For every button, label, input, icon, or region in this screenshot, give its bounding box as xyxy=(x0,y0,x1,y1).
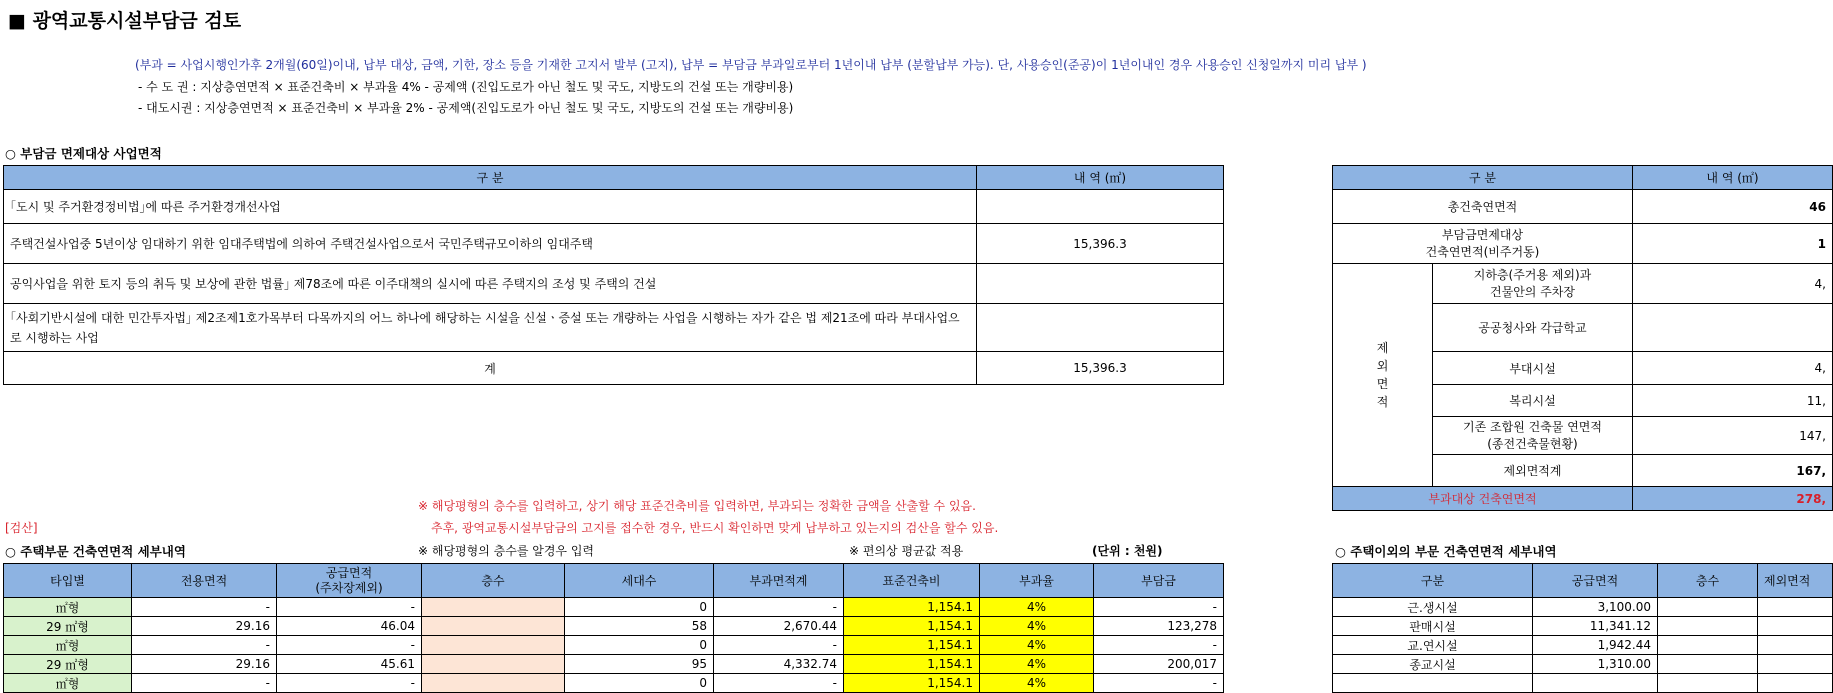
total-floor-area-label: 총건축연면적 xyxy=(1333,190,1633,224)
nh-header-gubun: 구분 xyxy=(1333,564,1533,598)
levy-area-cell: 4,332.74 xyxy=(714,655,844,674)
supply-area-cell: - xyxy=(277,598,422,617)
households-cell: 0 xyxy=(565,598,714,617)
exempt-header-amount: 내 역 (㎡) xyxy=(977,166,1224,190)
supply-area-cell: 45.61 xyxy=(277,655,422,674)
nh-header-floors: 층수 xyxy=(1658,564,1758,598)
type-cell: ㎡형 xyxy=(4,636,132,655)
exclusive-area-cell: - xyxy=(132,674,277,693)
table-row xyxy=(4,598,1224,617)
supply-area-cell: 46.04 xyxy=(277,617,422,636)
note-capital-area: - 수 도 권 : 지상층연면적 × 표준건축비 × 부과율 4% - 공제액 (진입도로가 아닌 철도 및 국도, 지방도의 건설 또는 개량비용) xyxy=(138,80,794,94)
excluded-item-label-line2: (종전건축물현황) xyxy=(1487,436,1578,451)
nh-gubun-cell: 종교시설 xyxy=(1333,655,1533,674)
non-housing-area-table xyxy=(1332,563,1833,693)
remark-review: 추후, 광역교통시설부담금의 고지를 접수한 경우, 반드시 확인하면 맞게 납부하고 있는지의 검산을 할수 있음. xyxy=(431,521,999,535)
nh-gubun-cell: 판매시설 xyxy=(1333,617,1533,636)
table-row xyxy=(1333,598,1833,617)
housing-area-table xyxy=(3,563,1224,693)
charge-cell: - xyxy=(1094,636,1224,655)
exempt-row-value xyxy=(977,304,1224,352)
remark-input-floors: ※ 해당평형의 층수를 입력하고, 상기 해당 표준건축비를 입력하면, 부과되는 정확한 금액을 산출할 수 있음. xyxy=(418,499,976,513)
exempt-total-value: 15,396.3 xyxy=(977,352,1224,385)
levy-target-area-value: 278, xyxy=(1633,487,1833,511)
header-standard-cost: 표준건축비 xyxy=(844,564,980,598)
excluded-item-value: 4, xyxy=(1633,352,1833,385)
excluded-item-label-line1: 기존 조합원 건축물 연면적 xyxy=(1463,419,1602,434)
excluded-total-value: 167, xyxy=(1633,455,1833,487)
nh-gubun-cell xyxy=(1333,674,1533,693)
standard-cost-cell[interactable]: 1,154.1 xyxy=(844,636,980,655)
excluded-area-vertical-text: 제 외 면 적 xyxy=(1376,341,1389,409)
header-type: 타입별 xyxy=(4,564,132,598)
table-row xyxy=(4,674,1224,693)
excluded-item-label: 복리시설 xyxy=(1433,385,1633,417)
rate-cell[interactable]: 4% xyxy=(980,655,1094,674)
rate-cell[interactable]: 4% xyxy=(980,617,1094,636)
rate-cell[interactable]: 4% xyxy=(980,598,1094,617)
type-cell: ㎡형 xyxy=(4,598,132,617)
floors-input-cell[interactable] xyxy=(422,617,565,636)
exempt-row-value xyxy=(977,190,1224,224)
nh-supply-cell: 1,310.00 xyxy=(1533,655,1658,674)
type-cell: 29 ㎡형 xyxy=(4,655,132,674)
levy-area-cell: - xyxy=(714,674,844,693)
supply-area-cell: - xyxy=(277,636,422,655)
nh-supply-cell: 1,942.44 xyxy=(1533,636,1658,655)
levy-area-cell: - xyxy=(714,636,844,655)
header-levy-area: 부과면적계 xyxy=(714,564,844,598)
excluded-item-value xyxy=(1633,304,1833,352)
nh-supply-cell: 3,100.00 xyxy=(1533,598,1658,617)
nh-excluded-cell xyxy=(1758,617,1833,636)
standard-cost-cell[interactable]: 1,154.1 xyxy=(844,598,980,617)
charge-cell: 123,278 xyxy=(1094,617,1224,636)
review-label: [검산] xyxy=(5,521,38,535)
nh-floors-cell[interactable] xyxy=(1658,636,1758,655)
table-row xyxy=(1333,617,1833,636)
table-row xyxy=(4,636,1224,655)
table-row xyxy=(4,617,1224,636)
exclusive-area-cell: 29.16 xyxy=(132,617,277,636)
excluded-item-value: 11, xyxy=(1633,385,1833,417)
nh-gubun-cell: 교.연시설 xyxy=(1333,636,1533,655)
header-exclusive-area: 전용면적 xyxy=(132,564,277,598)
exempt-table xyxy=(3,165,1224,385)
exempt-total-label: 계 xyxy=(4,352,977,385)
excluded-area-group-label xyxy=(1333,264,1433,487)
floors-input-cell[interactable] xyxy=(422,674,565,693)
header-households: 세대수 xyxy=(565,564,714,598)
nh-supply-cell xyxy=(1533,674,1658,693)
levy-area-cell: 2,670.44 xyxy=(714,617,844,636)
header-charge: 부담금 xyxy=(1094,564,1224,598)
charge-cell: - xyxy=(1094,674,1224,693)
rate-cell[interactable]: 4% xyxy=(980,636,1094,655)
exempt-target-area-value: 1 xyxy=(1633,224,1833,264)
excluded-item-label: 부대시설 xyxy=(1433,352,1633,385)
households-cell: 0 xyxy=(565,674,714,693)
nh-excluded-cell xyxy=(1758,598,1833,617)
exempt-row-label: 주택건설사업중 5년이상 임대하기 위한 임대주택법에 의하여 주택건설사업으로서 국민주택규모이하의 임대주택 xyxy=(4,224,977,264)
header-supply-area xyxy=(277,564,422,598)
note-average-value: ※ 편의상 평균값 적용 xyxy=(849,544,964,558)
nh-floors-cell[interactable] xyxy=(1658,655,1758,674)
nh-gubun-cell: 근.생시설 xyxy=(1333,598,1533,617)
nh-supply-cell: 11,341.12 xyxy=(1533,617,1658,636)
header-rate: 부과율 xyxy=(980,564,1094,598)
section-housing-title: ○ 주택부문 건축연면적 세부내역 xyxy=(5,544,186,559)
exempt-header-gubun: 구 분 xyxy=(4,166,977,190)
exempt-target-area-label xyxy=(1333,224,1633,264)
section-exempt-title: ○ 부담금 면제대상 사업면적 xyxy=(5,146,162,161)
exempt-row-label: 공익사업을 위한 토지 등의 취득 및 보상에 관한 법률｣ 제78조에 따른 이주대책의 실시에 따른 주택지의 조성 및 주택의 건설 xyxy=(4,264,977,304)
exempt-row-value: 15,396.3 xyxy=(977,224,1224,264)
page-title: ■ 광역교통시설부담금 검토 xyxy=(8,10,242,32)
summary-header-gubun: 구 분 xyxy=(1333,166,1633,190)
section-non-housing-title: ○ 주택이외의 부문 건축연면적 세부내역 xyxy=(1335,544,1557,559)
table-row xyxy=(1333,655,1833,674)
table-row xyxy=(4,655,1224,674)
nh-floors-cell[interactable] xyxy=(1658,617,1758,636)
supply-area-cell: - xyxy=(277,674,422,693)
header-floors: 층수 xyxy=(422,564,565,598)
excluded-item-value: 4, xyxy=(1633,264,1833,304)
type-cell: ㎡형 xyxy=(4,674,132,693)
excluded-total-label: 제외면적계 xyxy=(1433,455,1633,487)
exempt-row-label: ｢도시 및 주거환경정비법｣에 따른 주거환경개선사업 xyxy=(4,190,977,224)
nh-header-excluded: 제외면적 xyxy=(1758,564,1833,598)
exclusive-area-cell: - xyxy=(132,636,277,655)
exempt-row-label: ｢사회기반시설에 대한 민간투자법｣ 제2조제1호가목부터 다목까지의 어느 하나에 해당하는 시설을 신설ㆍ증설 또는 개량하는 사업을 시행하는 자가 같은 법 제21조에 따라 부대사업으로 시행하는 사업 xyxy=(4,304,977,352)
exempt-target-label-line1: 부담금면제대상 xyxy=(1441,227,1524,242)
table-row xyxy=(1333,636,1833,655)
standard-cost-cell[interactable]: 1,154.1 xyxy=(844,617,980,636)
floors-input-cell[interactable] xyxy=(422,636,565,655)
charge-cell: - xyxy=(1094,598,1224,617)
levy-area-cell: - xyxy=(714,598,844,617)
type-cell: 29 ㎡형 xyxy=(4,617,132,636)
excluded-item-label-line2: 건물안의 주차장 xyxy=(1490,284,1575,299)
nh-floors-cell[interactable] xyxy=(1658,674,1758,693)
standard-cost-cell[interactable]: 1,154.1 xyxy=(844,655,980,674)
nh-excluded-cell xyxy=(1758,655,1833,674)
note-floors-input: ※ 해당평형의 층수를 알경우 입력 xyxy=(418,544,595,558)
excluded-item-label-line1: 지하층(주거용 제외)과 xyxy=(1473,267,1592,282)
exclusive-area-cell: - xyxy=(132,598,277,617)
excluded-item-value: 147, xyxy=(1633,417,1833,455)
summary-header-amount: 내 역 (㎡) xyxy=(1633,166,1833,190)
nh-excluded-cell xyxy=(1758,636,1833,655)
floors-input-cell[interactable] xyxy=(422,655,565,674)
exempt-row-value xyxy=(977,264,1224,304)
exclusive-area-cell: 29.16 xyxy=(132,655,277,674)
header-supply-line1: 공급면적 xyxy=(325,565,373,580)
note-levy-payment: (부과 = 사업시행인가후 2개월(60일)이내, 납부 대상, 금액, 기한, 장소 등을 기재한 고지서 발부 (고지), 납부 = 부담금 부과일로부터 1년이내 납부 (분할납부 가능). 단, 사용승인(준공)이 1년이내인 경우 사용승인 신청일까지 미리 납부 ) xyxy=(135,58,1367,72)
rate-cell[interactable]: 4% xyxy=(980,674,1094,693)
excluded-item-label xyxy=(1433,417,1633,455)
charge-cell: 200,017 xyxy=(1094,655,1224,674)
exempt-target-label-line2: 건축연면적(비주거동) xyxy=(1425,244,1540,259)
levy-target-area-label: 부과대상 건축연면적 xyxy=(1333,487,1633,511)
note-metro-area: - 대도시권 : 지상층연면적 × 표준건축비 × 부과율 2% - 공제액(진입도로가 아닌 철도 및 국도, 지방도의 건설 또는 개량비용) xyxy=(138,101,794,115)
excluded-item-label xyxy=(1433,264,1633,304)
nh-header-supply: 공급면적 xyxy=(1533,564,1658,598)
excluded-item-label: 공공청사와 각급학교 xyxy=(1433,304,1633,352)
header-supply-line2: (주차장제외) xyxy=(315,580,383,595)
households-cell: 0 xyxy=(565,636,714,655)
standard-cost-cell[interactable]: 1,154.1 xyxy=(844,674,980,693)
unit-label: (단위 : 천원) xyxy=(1092,544,1163,558)
floor-area-summary-table xyxy=(1332,165,1833,511)
households-cell: 58 xyxy=(565,617,714,636)
floors-input-cell[interactable] xyxy=(422,598,565,617)
table-row xyxy=(1333,674,1833,693)
nh-excluded-cell xyxy=(1758,674,1833,693)
total-floor-area-value: 46 xyxy=(1633,190,1833,224)
nh-floors-cell[interactable] xyxy=(1658,598,1758,617)
households-cell: 95 xyxy=(565,655,714,674)
